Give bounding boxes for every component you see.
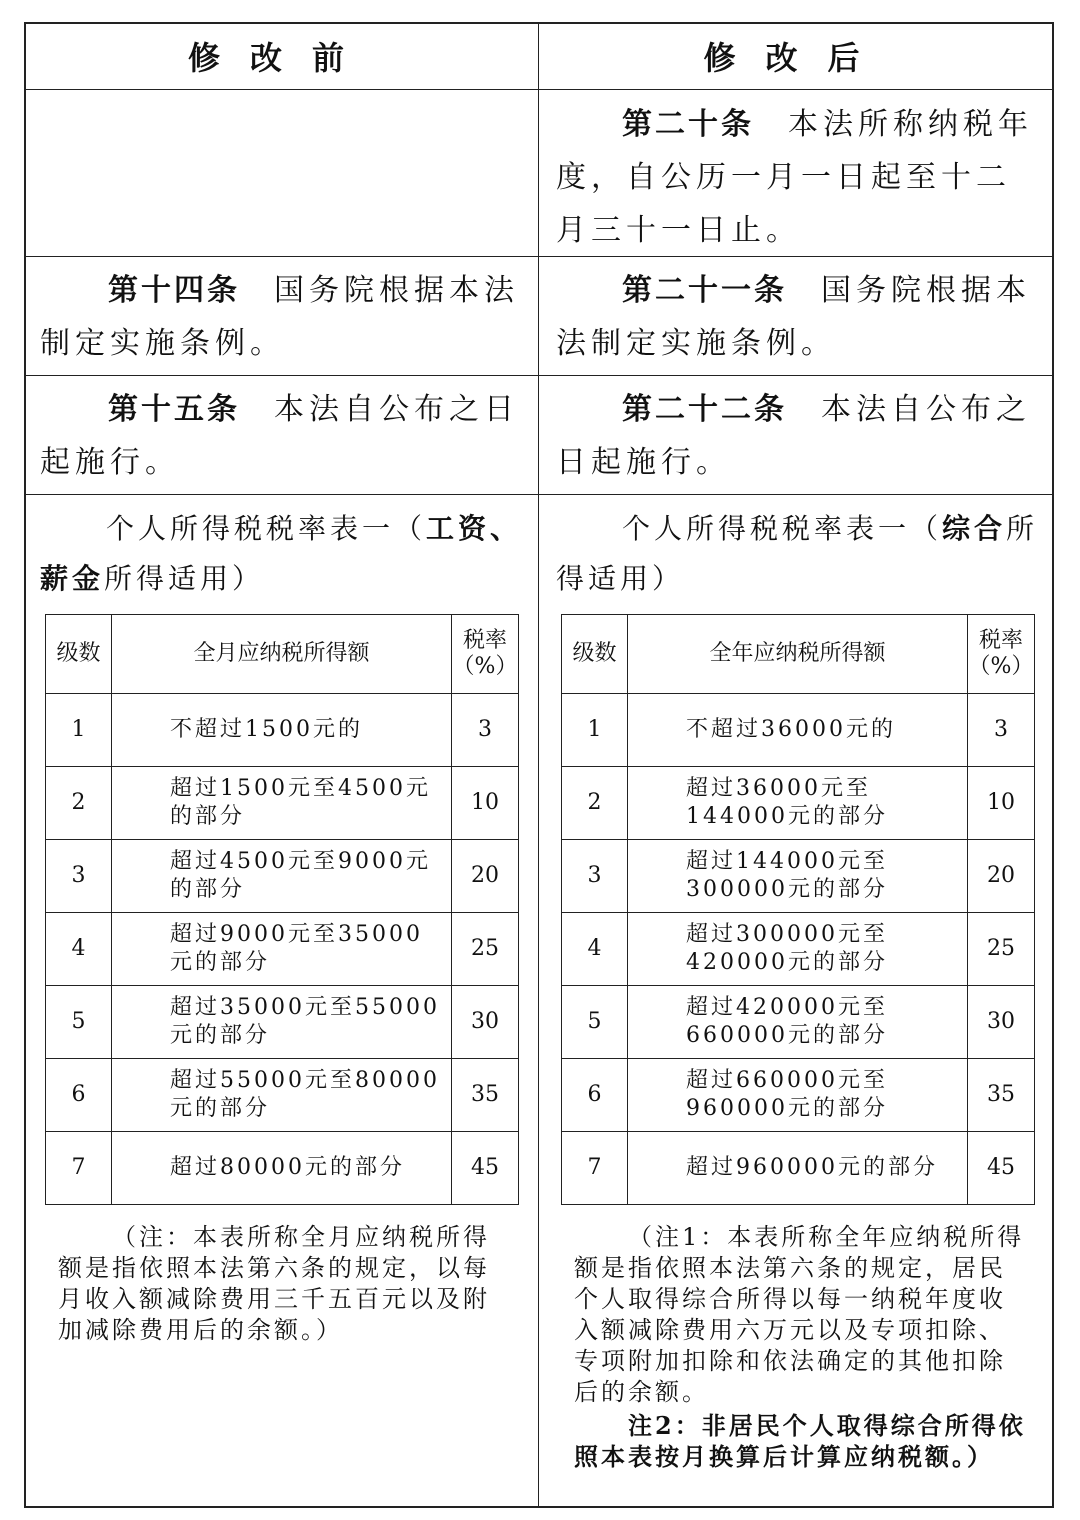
range-cell: 超过36000元至144000元的部分: [628, 767, 968, 840]
level-cell: 6: [562, 1059, 628, 1132]
level-cell: 2: [46, 767, 112, 840]
article-21-after: [556, 264, 1042, 370]
before-note: （注：本表所称全月应纳税所得额是指依照本法第六条的规定，以每月收入额减除费用三千五百元以及附加减除费用后的余额。）: [58, 1223, 490, 1344]
level-cell: 5: [562, 986, 628, 1059]
column-header: 税率（%）: [452, 615, 519, 694]
rate-cell: 30: [452, 986, 519, 1059]
article-14-before: [40, 264, 526, 370]
rate-cell: 45: [968, 1132, 1035, 1205]
table-row: [46, 1059, 519, 1132]
range-cell: 超过420000元至660000元的部分: [628, 986, 968, 1059]
article-text: 本法所称纳税年度，自公历一月一日起至十二月三十一日止。: [556, 107, 1033, 248]
level-cell: 7: [46, 1132, 112, 1205]
after-rate-table: [561, 614, 1035, 1205]
row-divider: [24, 494, 1054, 495]
table-header-row: [562, 615, 1035, 694]
level-cell: 3: [562, 840, 628, 913]
after-note-2: 注2：非居民个人取得综合所得依照本表按月换算后计算应纳税额。）: [574, 1411, 1026, 1471]
rate-cell: 10: [452, 767, 519, 840]
rate-cell: 30: [968, 986, 1035, 1059]
table-row: [562, 913, 1035, 986]
range-cell: 超过144000元至300000元的部分: [628, 840, 968, 913]
range-cell: 超过35000元至55000元的部分: [112, 986, 452, 1059]
table-row: [46, 913, 519, 986]
level-cell: 1: [46, 694, 112, 767]
article-20-after: [556, 98, 1042, 257]
article-15-before: [40, 383, 526, 489]
column-header: 全月应纳税所得额: [112, 615, 452, 694]
table-row: [562, 1059, 1035, 1132]
article-text: 国务院根据本法制定实施条例。: [40, 273, 519, 361]
range-cell: 超过1500元至4500元的部分: [112, 767, 452, 840]
column-header: 全年应纳税所得额: [628, 615, 968, 694]
rate-cell: 3: [452, 694, 519, 767]
table-header-row: [46, 615, 519, 694]
range-cell: 超过80000元的部分: [112, 1132, 452, 1205]
range-cell: 不超过1500元的: [112, 694, 452, 767]
range-cell: 超过4500元至9000元的部分: [112, 840, 452, 913]
article-22-after: [556, 383, 1042, 489]
rate-cell: 35: [968, 1059, 1035, 1132]
table-row: [562, 694, 1035, 767]
level-cell: 5: [46, 986, 112, 1059]
row-divider: [24, 375, 1054, 376]
table-row: [46, 1132, 519, 1205]
before-table-title: 个人所得税税率表一（工资、薪金所得适用）: [40, 512, 523, 595]
column-divider: [538, 22, 539, 1508]
header-after: 修改后: [703, 39, 890, 77]
level-cell: 7: [562, 1132, 628, 1205]
rate-cell: 20: [452, 840, 519, 913]
rate-cell: 35: [452, 1059, 519, 1132]
range-cell: 超过9000元至35000元的部分: [112, 913, 452, 986]
rate-cell: 10: [968, 767, 1035, 840]
article-number: 第二十一条: [622, 273, 787, 308]
article-text: 本法自公布之日起施行。: [556, 392, 1031, 480]
level-cell: 4: [46, 913, 112, 986]
range-cell: 超过960000元的部分: [628, 1132, 968, 1205]
table-row: [562, 1132, 1035, 1205]
article-text: 国务院根据本法制定实施条例。: [556, 273, 1031, 361]
table-row: [46, 767, 519, 840]
range-cell: 超过55000元至80000元的部分: [112, 1059, 452, 1132]
article-text: 本法自公布之日起施行。: [40, 392, 519, 480]
article-number: 第二十二条: [622, 392, 787, 427]
table-row: [562, 840, 1035, 913]
article-number: 第十四条: [108, 273, 240, 308]
after-note-1: （注1：本表所称全年应纳税所得额是指依照本法第六条的规定，居民个人取得综合所得以每一纳税年度收入额减除费用六万元以及专项扣除、专项附加扣除和依法确定的其他扣除后的余额。: [574, 1223, 1025, 1406]
range-cell: 超过660000元至960000元的部分: [628, 1059, 968, 1132]
table-row: [562, 986, 1035, 1059]
range-cell: 超过300000元至420000元的部分: [628, 913, 968, 986]
after-table-title: 个人所得税税率表一（综合所得适用）: [556, 512, 1039, 595]
column-header: 级数: [562, 615, 628, 694]
before-rate-table: [45, 614, 519, 1205]
level-cell: 3: [46, 840, 112, 913]
level-cell: 1: [562, 694, 628, 767]
rate-cell: 45: [452, 1132, 519, 1205]
rate-cell: 3: [968, 694, 1035, 767]
level-cell: 6: [46, 1059, 112, 1132]
article-number: 第二十条: [622, 107, 754, 142]
column-header: 级数: [46, 615, 112, 694]
column-header: 税率（%）: [968, 615, 1035, 694]
range-cell: 不超过36000元的: [628, 694, 968, 767]
table-row: [46, 694, 519, 767]
rate-cell: 25: [968, 913, 1035, 986]
header-before: 修改前: [187, 39, 374, 77]
rate-cell: 20: [968, 840, 1035, 913]
level-cell: 2: [562, 767, 628, 840]
table-row: [46, 986, 519, 1059]
level-cell: 4: [562, 913, 628, 986]
article-number: 第十五条: [108, 392, 240, 427]
table-row: [562, 767, 1035, 840]
table-row: [46, 840, 519, 913]
rate-cell: 25: [452, 913, 519, 986]
